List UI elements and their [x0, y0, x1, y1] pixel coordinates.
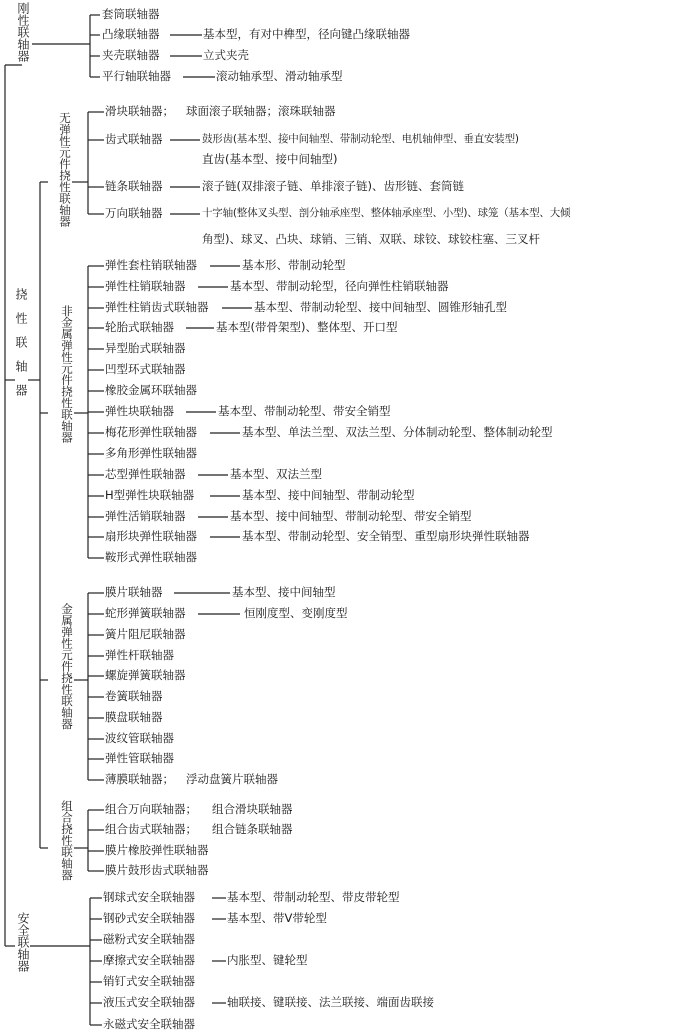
group-item-detail-2: 角型)、球叉、凸块、球销、三销、双联、球铰、球铰柱塞、三叉杆 — [202, 232, 540, 246]
group-title: 无弹性元件挠性联轴器 — [58, 112, 72, 227]
group-item-detail: 基本型、带制动轮型、安全销型、重型扇形块弹性联轴器 — [242, 529, 530, 543]
safety-item-detail: 基本型、带制动轮型、带皮带轮型 — [227, 890, 400, 904]
group-item-detail: 基本型、接中间轴型、带制动轮型 — [242, 488, 415, 502]
group-item-detail: 基本型、带制动轮型、带安全销型 — [218, 404, 391, 418]
category-flexible-title: 挠性联轴器 — [14, 288, 28, 408]
group-title: 非金属弹性元件挠性联轴器 — [60, 305, 74, 443]
group-item-name: 波纹管联轴器 — [105, 731, 174, 745]
group-item-name: 梅花形弹性联轴器 — [105, 425, 197, 439]
group-item-name: 链条联轴器 — [105, 179, 163, 193]
group-item-name: 万向联轴器 — [105, 206, 163, 220]
group-item-name: 弹性管联轴器 — [105, 751, 174, 765]
group-item-detail: 滚子链(双排滚子链、单排滚子链)、齿形链、套筒链 — [202, 179, 464, 193]
group-item-detail: 球面滚子联轴器；滚珠联轴器 — [186, 104, 336, 118]
group-item-name: 橡胶金属环联轴器 — [105, 383, 197, 397]
safety-item-name: 磁粉式安全联轴器 — [103, 932, 195, 946]
group-item-name: 弹性块联轴器 — [105, 404, 174, 418]
group-item-detail: 组合滑块联轴器 — [212, 802, 293, 816]
safety-item-name: 销钉式安全联轴器 — [103, 974, 195, 988]
group-item-detail: 组合链条联轴器 — [212, 822, 293, 836]
group-item-name: 凹型环式联轴器 — [105, 362, 186, 376]
safety-item-detail: 内胀型、键轮型 — [227, 953, 308, 967]
group-item-name: 滑块联轴器； — [105, 104, 174, 118]
category-safety-title: 安全联轴器 — [16, 912, 30, 972]
group-item-detail-2: 直齿(基本型、接中间轴型) — [202, 152, 338, 166]
group-item-name: 卷簧联轴器 — [105, 689, 163, 703]
group-item-name: H型弹性块联轴器 — [105, 488, 195, 502]
group-item-name: 组合齿式联轴器； — [105, 822, 197, 836]
group-item-name: 膜盘联轴器 — [105, 710, 163, 724]
category-rigid-title: 刚性联轴器 — [16, 2, 30, 62]
group-item-name: 轮胎式联轴器 — [105, 320, 174, 334]
group-item-name: 芯型弹性联轴器 — [105, 467, 186, 481]
rigid-item-detail: 基本型，有对中榫型，径向键凸缘联轴器 — [203, 27, 410, 41]
group-item-name: 弹性套柱销联轴器 — [105, 258, 197, 272]
group-item-name: 膜片鼓形齿式联轴器 — [105, 863, 209, 877]
rigid-item-name: 凸缘联轴器 — [102, 27, 160, 41]
rigid-item-name: 夹壳联轴器 — [102, 48, 160, 62]
group-item-detail: 基本型、带制动轮型、接中间轴型、圆锥形轴孔型 — [254, 300, 507, 314]
safety-item-name: 钢砂式安全联轴器 — [103, 911, 195, 925]
safety-item-detail: 轴联接、键联接、法兰联接、端面齿联接 — [227, 995, 434, 1009]
group-item-name: 齿式联轴器 — [105, 132, 163, 146]
rigid-item-name: 平行轴联轴器 — [102, 69, 171, 83]
group-item-name: 蛇形弹簧联轴器 — [105, 606, 186, 620]
group-item-name: 螺旋弹簧联轴器 — [105, 668, 186, 682]
group-item-detail: 基本型、双法兰型 — [230, 467, 322, 481]
group-item-detail: 浮动盘簧片联轴器 — [186, 772, 278, 786]
group-item-detail: 鼓形齿(基本型、接中间轴型、带制动轮型、电机轴伸型、垂直安装型) — [202, 133, 519, 145]
group-item-name: 簧片阻尼联轴器 — [105, 627, 186, 641]
safety-item-name: 钢球式安全联轴器 — [103, 890, 195, 904]
group-item-detail: 基本型(带骨架型)、整体型、开口型 — [216, 320, 398, 334]
group-item-name: 异型胎式联轴器 — [105, 341, 186, 355]
group-item-name: 弹性柱销齿式联轴器 — [105, 300, 209, 314]
group-item-detail: 恒刚度型、变刚度型 — [244, 606, 348, 620]
group-item-name: 薄膜联轴器； — [105, 772, 174, 786]
group-item-name: 弹性活销联轴器 — [105, 509, 186, 523]
group-item-name: 扇形块弹性联轴器 — [105, 529, 197, 543]
safety-item-detail: 基本型、带V带轮型 — [227, 911, 327, 925]
rigid-item-detail: 滚动轴承型、滑动轴承型 — [216, 69, 343, 83]
group-item-detail: 基本型、单法兰型、双法兰型、分体制动轮型、整体制动轮型 — [242, 425, 553, 439]
group-item-detail: 基本型、接中间轴型、带制动轮型、带安全销型 — [230, 509, 472, 523]
group-item-name: 组合万向联轴器； — [105, 802, 197, 816]
group-item-name: 弹性杆联轴器 — [105, 648, 174, 662]
group-item-name: 弹性柱销联轴器 — [105, 279, 186, 293]
group-item-name: 膜片联轴器 — [105, 585, 163, 599]
group-item-name: 多角形弹性联轴器 — [105, 446, 197, 460]
safety-item-name: 永磁式安全联轴器 — [103, 1017, 195, 1031]
group-item-name: 膜片橡胶弹性联轴器 — [105, 843, 209, 857]
group-item-name: 鞍形式弹性联轴器 — [105, 550, 197, 564]
group-item-detail: 基本形、带制动轮型 — [242, 258, 346, 272]
rigid-item-name: 套筒联轴器 — [102, 7, 160, 21]
group-title: 组合挠性联轴器 — [60, 800, 74, 881]
group-title: 金属弹性元件挠性联轴器 — [60, 603, 74, 730]
group-item-detail: 基本型、带制动轮型，径向弹性柱销联轴器 — [230, 279, 449, 293]
group-item-detail: 基本型、接中间轴型 — [232, 585, 336, 599]
rigid-item-detail: 立式夹壳 — [203, 48, 249, 62]
safety-item-name: 液压式安全联轴器 — [103, 995, 195, 1009]
safety-item-name: 摩擦式安全联轴器 — [103, 953, 195, 967]
group-item-detail: 十字轴(整体叉头型、剖分轴承座型、整体轴承座型、小型)、球笼（基本型、大倾 — [202, 207, 571, 219]
